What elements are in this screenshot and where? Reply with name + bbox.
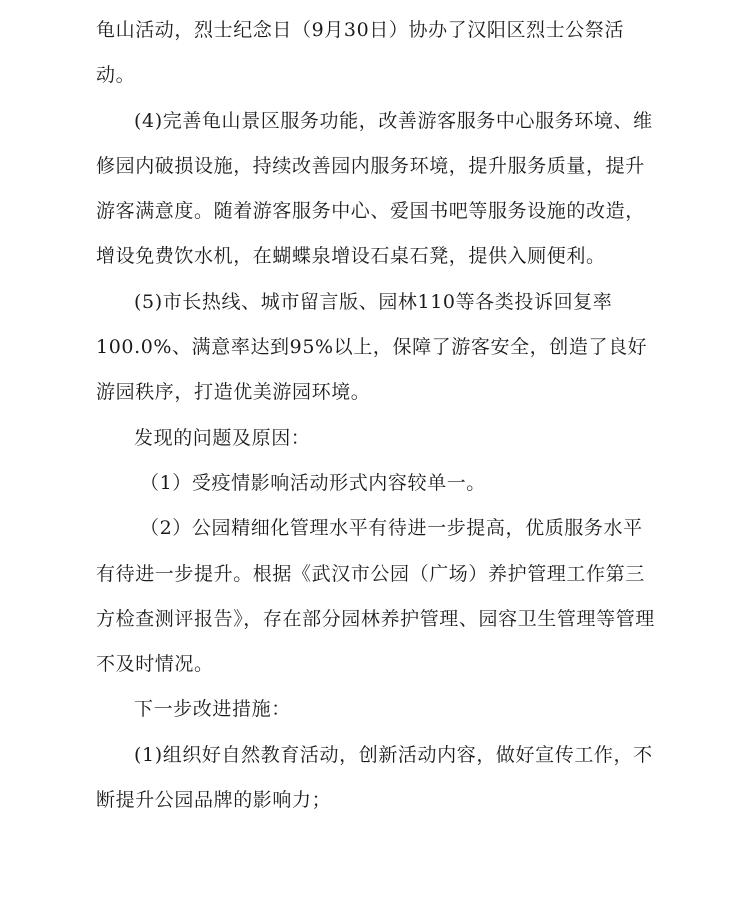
problem-item-1: （1）受疫情影响活动形式内容较单一。 [140,471,486,494]
section-heading-problems: 发现的问题及原因： [134,426,311,449]
paragraph-item-4: (4)完善龟山景区服务功能，改善游客服务中心服务环境、维修园内破损设施，持续改善园内服务环境，提升服务质量，提升游客满意度。随着游客服务中心、爱国书吧等服务设施的改造，增设免费饮水机，在蝴蝶泉增设石桌石凳，提供入厕便利。 [96,109,653,268]
section-heading-improvements: 下一步改进措施： [134,698,291,721]
improvement-item-1: (1)组织好自然教育活动，创新活动内容，做好宣传工作，不断提升公园品牌的影响力； [96,743,653,812]
paragraph-item-5: (5)市长热线、城市留言版、园林110等各类投诉回复率100.0%、满意率达到95%以上，保障了游客安全，创造了良好游园秩序，打造优美游园环境。 [96,290,648,404]
problem-item-2: （2）公园精细化管理水平有待进一步提高，优质服务水平有待进一步提升。根据《武汉市公园（广场）养护管理工作第三方检查测评报告》，存在部分园林养护管理、园容卫生管理等管理不及时情况。 [96,517,655,676]
paragraph-continuation: 龟山活动，烈士纪念日（9月30日）协办了汉阳区烈士公祭活动。 [96,19,625,87]
